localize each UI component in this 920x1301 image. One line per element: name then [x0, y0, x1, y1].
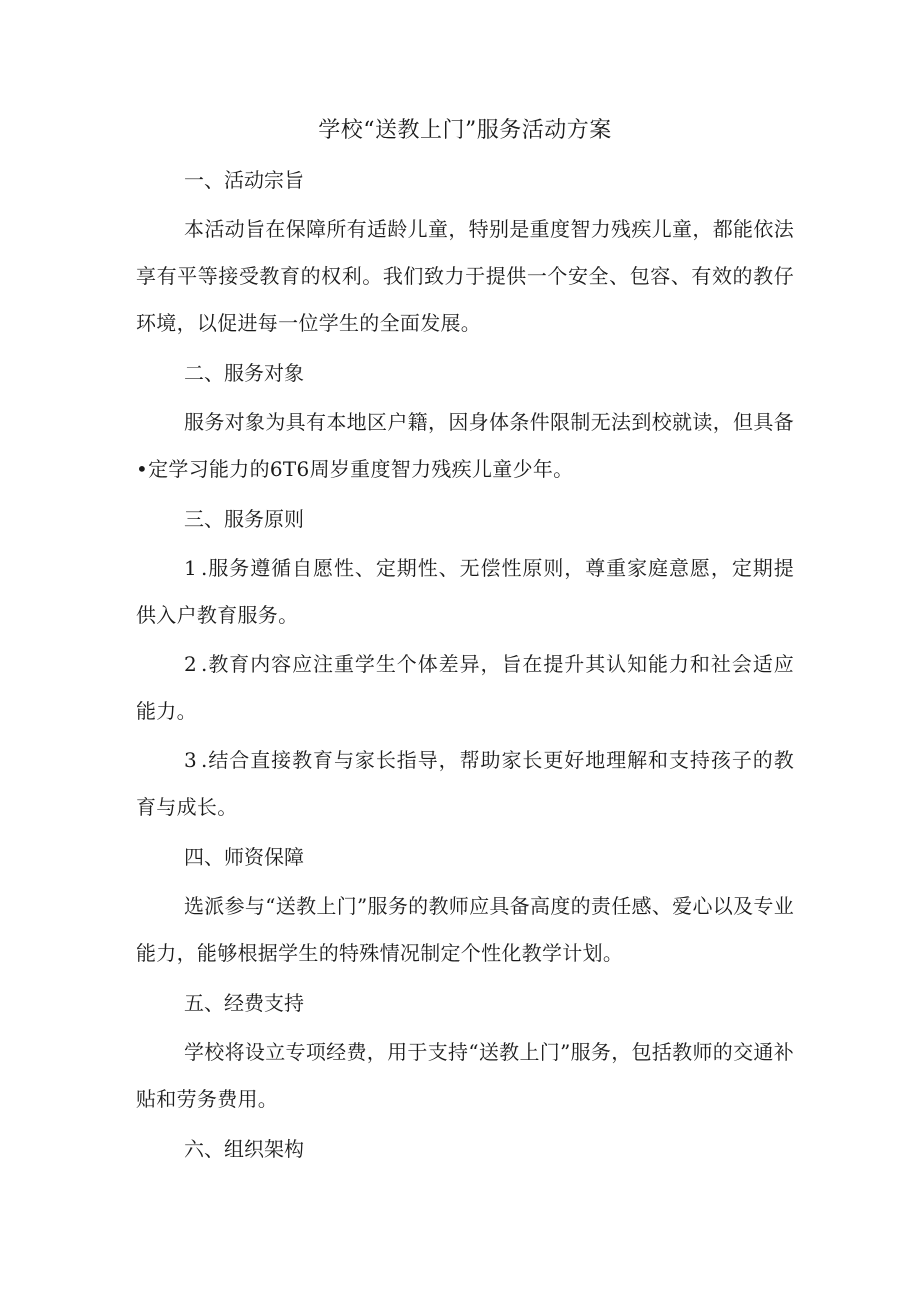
- document-body: [136, 108, 794, 1173]
- item-text: .教育内容应注重学生个体差异，旨在提升其认知能力和社会适应能力。: [136, 652, 794, 723]
- section-paragraph: 服务对象为具有本地区户籍，因身体条件限制无法到校就读，但具备•定学习能力的6T6周岁重度智力残疾儿童少年。: [136, 410, 794, 481]
- principle-item: [136, 543, 794, 639]
- section-heading: 六、组织架构: [184, 1137, 304, 1161]
- section-paragraph: 本活动旨在保障所有适龄儿童，特别是重度智力残疾儿童，都能依法享有平等接受教育的权利。我们致力于提供一个安全、包容、有效的教仔环境，以促进每一位学生的全面发展。: [136, 217, 794, 335]
- section-teacher-support: [136, 831, 794, 977]
- item-number: 3: [184, 748, 198, 772]
- section-heading: 三、服务原则: [184, 507, 304, 531]
- section-heading: 五、经费支持: [184, 991, 304, 1015]
- item-number: 2: [184, 652, 198, 676]
- section-funding: [136, 977, 794, 1123]
- section-paragraph: 学校将设立专项经费，用于支持“送教上门”服务，包括教师的交通补贴和劳务费用。: [136, 1040, 794, 1111]
- section-purpose: [136, 154, 794, 347]
- section-service-target: [136, 347, 794, 493]
- section-organization: [136, 1123, 794, 1173]
- principle-item: [136, 639, 794, 735]
- item-number: 1: [184, 556, 198, 580]
- document-title: 学校“送教上门”服务活动方案: [318, 118, 612, 143]
- section-heading: 四、师资保障: [184, 845, 304, 869]
- section-paragraph: 选派参与“送教上门”服务的教师应具备高度的责任感、爱心以及专业能力，能够根据学生的特殊情况制定个性化教学计划。: [136, 894, 794, 965]
- item-text: .服务遵循自愿性、定期性、无偿性原则，尊重家庭意愿，定期提供入户教育服务。: [136, 556, 794, 627]
- section-heading: 一、活动宗旨: [184, 168, 304, 192]
- section-service-principles: [136, 493, 794, 831]
- item-text: .结合直接教育与家长指导，帮助家长更好地理解和支持孩子的教育与成长。: [136, 748, 794, 819]
- principle-item: [136, 735, 794, 831]
- section-heading: 二、服务对象: [184, 361, 304, 385]
